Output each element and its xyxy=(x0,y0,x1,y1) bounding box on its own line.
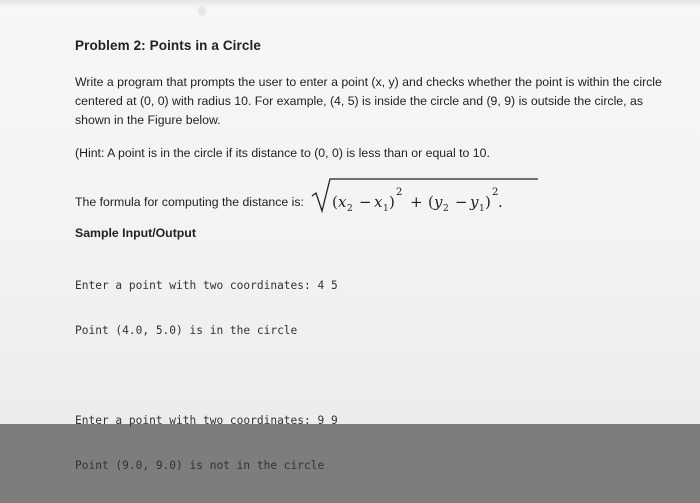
sample-run-1 xyxy=(75,248,675,368)
sub-x1: 1 xyxy=(383,204,389,214)
paren-close-2: ) xyxy=(485,193,491,211)
distance-formula xyxy=(310,176,540,214)
sample-run-2-output: Point (9.0, 9.0) is not in the circle xyxy=(75,459,325,472)
paren-close-1: ) xyxy=(389,193,395,211)
sub-y2: 2 xyxy=(443,204,449,214)
formula-period: . xyxy=(498,193,503,211)
sub-y1: 1 xyxy=(479,204,485,214)
minus-1: − xyxy=(359,193,372,211)
problem-description: Write a program that prompts the user to enter a point (x, y) and checks whether the point is within the circle centered at (0, 0) with radius 10. For example, (4, 5) is inside the circle and (9, 9) is outside the circle, as shown in the Figure below. xyxy=(75,75,662,127)
plus-sign: + xyxy=(410,193,423,211)
square-1: 2 xyxy=(396,187,403,198)
square-2: 2 xyxy=(492,187,499,198)
problem-hint: (Hint: A point is in the circle if its distance to (0, 0) is less than or equal to 10. xyxy=(75,146,490,160)
term-y2: y xyxy=(434,193,443,211)
term-x1: x xyxy=(374,193,383,211)
term-y1: y xyxy=(470,193,479,211)
paper-smudge xyxy=(198,6,206,16)
paren-open-1: ( xyxy=(332,193,338,211)
minus-2: − xyxy=(455,193,468,211)
problem-title: Problem 2: Points in a Circle xyxy=(75,38,261,53)
term-x2: x xyxy=(338,193,347,211)
formula-label: The formula for computing the distance is: xyxy=(75,195,304,209)
sample-run-2 xyxy=(75,383,675,503)
sample-run-1-input: Enter a point with two coordinates: 4 5 xyxy=(75,279,338,292)
sample-title: Sample Input/Output xyxy=(75,226,196,240)
paren-open-2: ( xyxy=(428,193,434,211)
problem-content xyxy=(75,26,675,503)
page-shadow xyxy=(0,0,700,8)
sub-x2: 2 xyxy=(347,204,353,214)
formula-row xyxy=(75,176,675,216)
sample-run-2-input: Enter a point with two coordinates: 9 9 xyxy=(75,414,338,427)
sample-run-1-output: Point (4.0, 5.0) is in the circle xyxy=(75,324,298,337)
